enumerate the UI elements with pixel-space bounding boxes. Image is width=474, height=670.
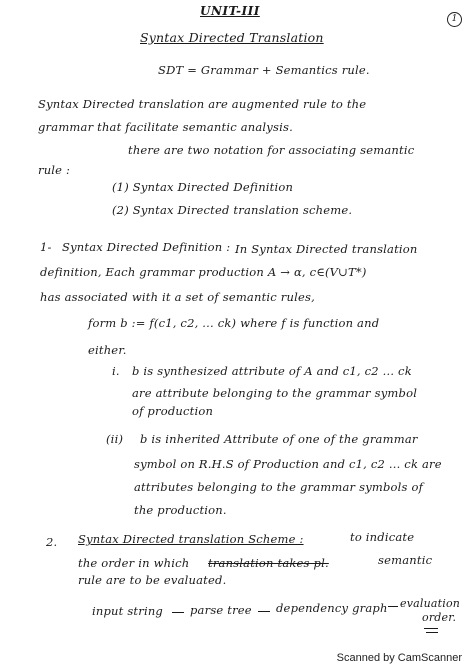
flow-dependency-graph: dependency graph [276,601,388,615]
sdd-line-5: either. [88,343,127,357]
sdd-number: 1- [40,240,52,254]
notation-1: (1) Syntax Directed Definition [112,180,294,194]
intro-line-3: there are two notation for associating semantic [128,143,415,157]
case-1-line-1: b is synthesized attribute of A and c1, c2 ... ck [132,364,412,378]
case-1-line-2: are attribute belonging to the grammar symbol [132,386,418,400]
intro-line-2: grammar that facilitate semantic analysis. [38,120,293,134]
case-2-line-2: symbol on R.H.S of Production and c1, c2 ... ck are [134,457,442,471]
flow-dash-1 [172,612,184,613]
sdd-line-4: form b := f(c1, c2, ... ck) where f is function and [88,316,380,330]
intro-line-4: rule : [38,163,71,177]
case-2-line-4: the production. [134,503,227,517]
sdd-line-2: definition, Each grammar production A → α, c∈(V∪T*) [40,265,367,279]
scanner-watermark: Scanned by CamScanner [336,652,462,664]
case-2-line-1: b is inherited Attribute of one of the grammar [140,432,418,446]
intro-line-1: Syntax Directed translation are augmented rule to the [38,97,367,111]
sdts-number: 2. [46,535,58,549]
sdts-heading: Syntax Directed translation Scheme : [78,532,304,546]
sdd-line-1: In Syntax Directed translation [235,242,418,256]
sdt-definition: SDT = Grammar + Semantics rule. [158,63,370,77]
flow-evaluation: evaluation [400,597,461,610]
flow-parse-tree: parse tree [190,603,252,617]
flow-dash-3 [388,606,398,607]
sdd-heading: Syntax Directed Definition : [62,240,231,254]
flow-dash-2 [258,611,270,612]
case-1-label: i. [112,364,120,378]
flow-input: input string [92,604,163,618]
sdd-line-3: has associated with it a set of semantic rules, [40,290,315,304]
notation-2: (2) Syntax Directed translation scheme. [112,203,353,217]
flow-underline-1 [424,628,438,629]
unit-heading: UNIT-III [200,4,260,18]
case-2-line-3: attributes belonging to the grammar symbols of [134,480,424,494]
sdts-line-3: semantic [378,553,433,567]
sdts-line-2: the order in which [78,556,190,570]
case-2-label: (ii) [106,432,124,446]
sdts-line-1: to indicate [350,530,415,544]
page-number: 1 [447,12,462,27]
flow-underline-2 [426,632,438,633]
sdts-line-4: rule are to be evaluated. [78,573,227,587]
page-title: Syntax Directed Translation [140,30,324,45]
case-1-line-3: of production [132,404,214,418]
flow-order: order. [422,611,457,624]
sdts-line-struck: translation takes pl. [208,556,329,570]
